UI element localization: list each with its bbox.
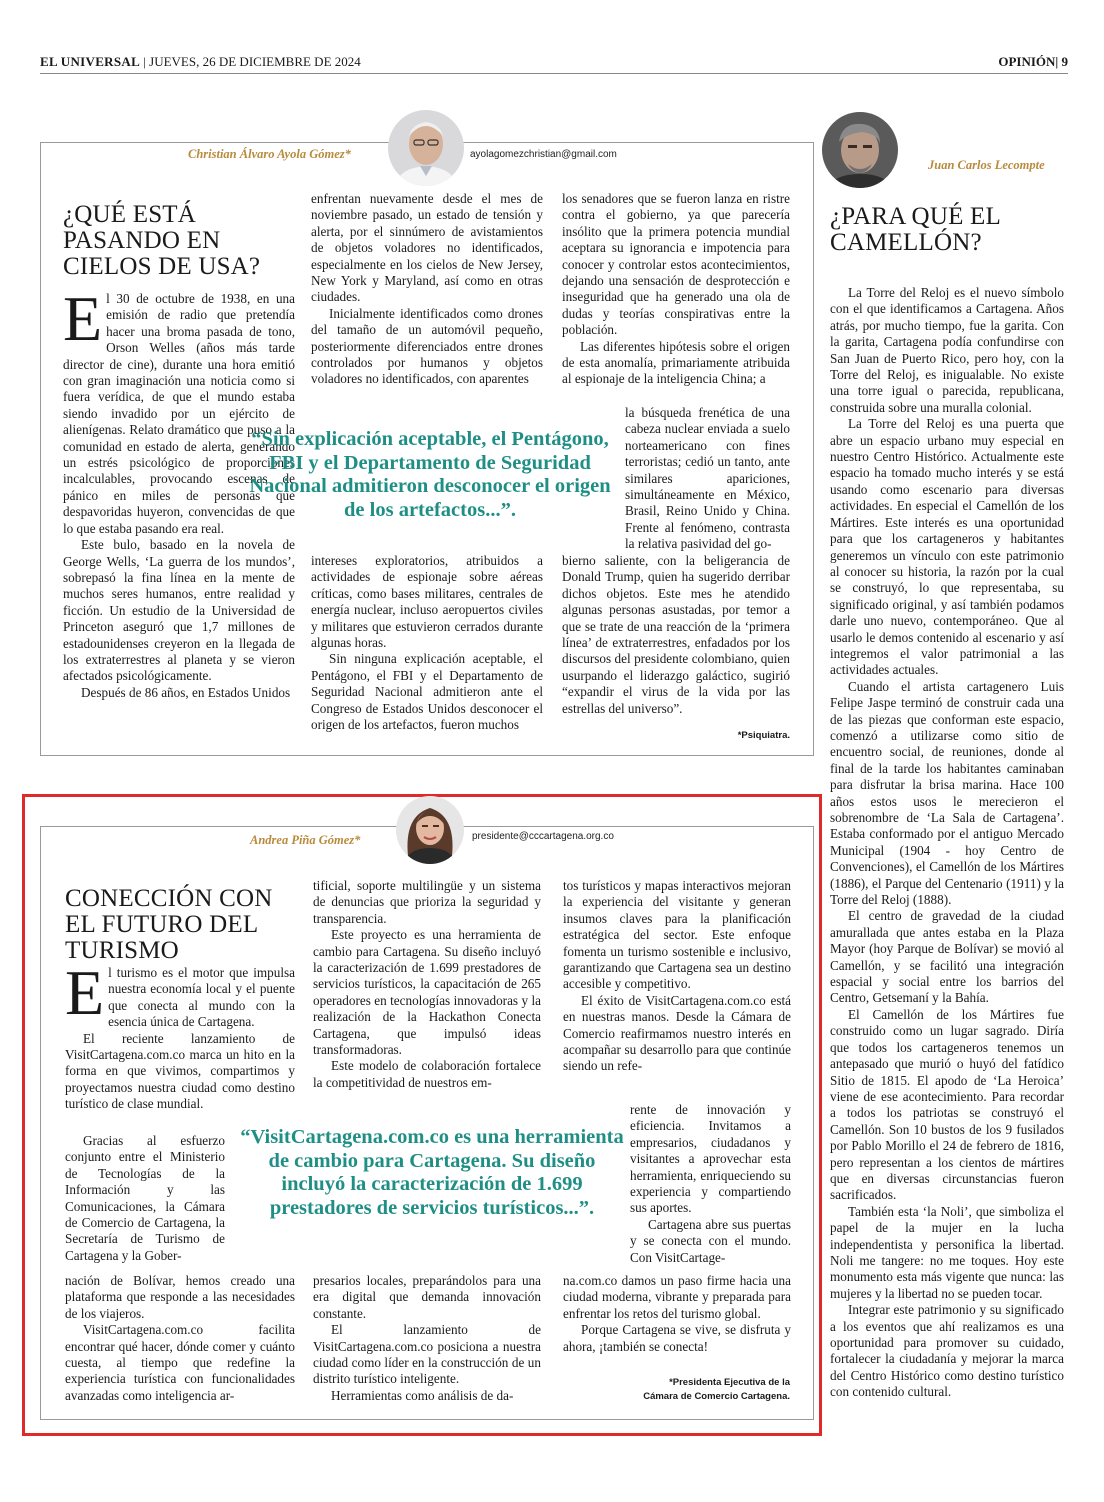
article-3-headline: CONECCIÓN CON EL FUTURO DEL TURISMO bbox=[65, 885, 273, 964]
paragraph: El lanzamiento de VisitCartagena.com.co posiciona a nuestra ciudad como líder en la construcción de un distrito turístico inteligente. bbox=[313, 1322, 541, 1387]
paragraph: Integrar este patrimonio y su significado a los eventos que ahí realizamos es una oportunidad para promover su cuidado, fortalecer la ciudadanía y mejorar la marca del Centro Histórico como destino turístico con contenido cultural. bbox=[830, 1302, 1064, 1400]
dropcap: E bbox=[63, 291, 103, 354]
paragraph: VisitCartagena.com.co facilita encontrar qué hacer, dónde comer y cuánto cuesta, al tiempo que redefine la experiencia turística con funcionalidades avanzadas como inteligencia ar- bbox=[65, 1322, 295, 1403]
paragraph: Después de 86 años, en Estados Unidos bbox=[81, 684, 291, 700]
article-1-column-3-bottom bbox=[562, 553, 790, 729]
paragraph: Este proyecto es una herramienta de cambio para Cartagena. Su diseño incluyó la caracterización de 1.699 prestadores de servicios turísticos, la capacitación de 265 operadores en tecnologías innovadoras y la realización de la Hackathon Conecta Cartagena, que impulsó ideas transformadoras. bbox=[313, 927, 541, 1058]
paragraph: enfrentan nuevamente desde el mes de noviembre pasado, un estado de tensión y alerta, por el sinnúmero de avistamientos de objetos voladores no identificados, especialmente en los cielos de New Jersey, New York y Maryland, así como en otras ciudades. bbox=[311, 191, 543, 305]
article-3-column-2-top bbox=[313, 878, 541, 1100]
footnote-line-1: *Presidenta Ejecutiva de la bbox=[669, 1377, 790, 1388]
avatar-author-3 bbox=[396, 796, 464, 864]
masthead bbox=[40, 52, 1068, 74]
footnote-line-2: Cámara de Comercio Cartagena. bbox=[643, 1391, 790, 1402]
paragraph: na.com.co damos un paso firme hacia una ciudad moderna, vibrante y preparada para enfrentar los retos del turismo global. bbox=[563, 1273, 791, 1321]
article-1-email[interactable]: ayolagomezchristian@gmail.com bbox=[470, 149, 617, 160]
paragraph: Las diferentes hipótesis sobre el origen de esta anomalía, primariamente atribuida al espionaje de la inteligencia China; a bbox=[562, 338, 790, 387]
paragraph: rente de innovación y eficiencia. Invitamos a empresarios, ciudadanos y visitantes a aprovechar esta herramienta, enriqueciendo su experiencia y compartiendo sus aportes. bbox=[630, 1102, 791, 1216]
paragraph: El reciente lanzamiento de VisitCartagena.com.co marca un hito en la forma en que vivimos, compartimos y proyectamos nuestra ciudad como destino turístico de clase mundial. bbox=[65, 1030, 295, 1112]
paragraph: Este modelo de colaboración fortalece la competitividad de nuestros em- bbox=[313, 1058, 541, 1090]
paper-name: EL UNIVERSAL bbox=[40, 54, 141, 69]
article-3-column-3-bottom bbox=[563, 1273, 791, 1375]
masthead-left: EL UNIVERSAL | JUEVES, 26 DE DICIEMBRE DE 2024 bbox=[40, 54, 361, 69]
paragraph: tos turísticos y mapas interactivos mejoran la experiencia del visitante y generan insumos claves para la planificación estratégica del sector. Este enfoque fomenta un turismo sostenible e inclusivo, garantizando que Cartagena sea un destino accesible y competitivo. bbox=[563, 878, 791, 992]
paragraph: También esta ‘la Noli’, que simboliza el papel de la mujer en la lucha independentista y personifica la libertad. Noli me tangere: no me toques. Hoy este monumento esta más vigente que nunca: las mujeres y la libertad no se pueden tocar. bbox=[830, 1203, 1064, 1301]
article-3-pullquote: “VisitCartagena.com.co es una herramienta de cambio para Cartagena. Su diseño incluyó la caracterización de 1.699 prestadores de servicios turísticos...”. bbox=[240, 1126, 624, 1219]
article-1-column-3-side bbox=[625, 405, 790, 553]
article-1-column-2-top bbox=[311, 191, 543, 423]
article-3-column-2-bottom bbox=[313, 1273, 541, 1413]
article-2-headline: ¿PARA QUÉ EL CAMELLÓN? bbox=[830, 203, 1001, 256]
issue-date: JUEVES, 26 DE DICIEMBRE DE 2024 bbox=[149, 54, 361, 69]
dropcap: E bbox=[65, 965, 105, 1028]
paragraph: los senadores que se fueron lanza en ristre contra el gobierno, ya que parecería insólito que la primera potencia mundial aceptara su ignorancia e impotencia para conocer y controlar estos acontecimientos, dejando una sensación de desprotección e inseguridad que ha generado una ola de dudas y teorías conspirativas entre la población. bbox=[562, 191, 790, 338]
article-1-pullquote: “Sin explicación aceptable, el Pentágono, FBI y el Departamento de Seguridad Nacional admitieron desconocer el origen de los artefactos...”. bbox=[249, 428, 611, 521]
paragraph: Herramientas como análisis de da- bbox=[331, 1387, 514, 1403]
avatar-author-2 bbox=[822, 112, 898, 188]
avatar-author-1 bbox=[388, 110, 464, 186]
article-3-column-1-top bbox=[65, 965, 295, 1133]
paragraph: El Camellón de los Mártires fue construido como un lugar sagrado. Diría que todos los cartageneros tenemos un antepasado que murió o huyó del fatídico Sitio de 1815. El apodo de ‘La Heroica’ viene de ese acontecimiento. Para recordar a todos los patriotas se construyó el Camellón. Son 10 bustos de los 9 fusilados por Pablo Morillo el 24 de febrero de 1816, pero representan a los cientos de mártires que en diversas circunstancias fueron sacrificados. bbox=[830, 1006, 1064, 1203]
paragraph: Sin ninguna explicación aceptable, el Pentágono, el FBI y el Departamento de Seguridad Nacional admitieron ante el Congreso de Estados Unidos desconocer el origen de los artefactos, fueron muchos bbox=[311, 651, 543, 733]
article-3-column-3-side bbox=[630, 1102, 791, 1274]
article-3-column-1-bottom bbox=[65, 1273, 295, 1413]
article-3-footnote bbox=[590, 1376, 790, 1404]
paragraph: intereses exploratorios, atribuidos a actividades de espionaje sobre aéreas críticas, como bases militares, centrales de energía nuclear, incluso aeropuertos civiles y militares que estuvieron cerrados durante algunas horas. bbox=[311, 553, 543, 651]
paragraph: Cartagena abre sus puertas y se conecta con el mundo. Con VisitCartage- bbox=[630, 1216, 791, 1265]
paragraph: El centro de gravedad de la ciudad amurallada que antes estaba en la Plaza Mayor (hoy Parque de Bolívar) se movió al Camellón, y se facilitó una integración espacial y social entre los barrios del Centro, Getsemaní y la Bahía. bbox=[830, 908, 1064, 1006]
article-1-author: Christian Álvaro Ayola Gómez* bbox=[188, 147, 351, 161]
paragraph: l turismo es el motor que impulsa nuestra economía local y el puente que conecta al mundo con la esencia única de Cartagena. bbox=[108, 965, 295, 1030]
paragraph: Gracias al esfuerzo conjunto entre el Ministerio de Tecnologías de la Información y las Comunicaciones, la Cámara de Comercio de Cartagena, la Secretaría de Turismo de Cartagena y la Gober- bbox=[65, 1133, 225, 1263]
article-3-author: Andrea Piña Gómez* bbox=[250, 833, 361, 847]
paragraph: tificial, soporte multilingüe y un sistema de denuncias que prioriza la seguridad y transparencia. bbox=[313, 878, 541, 926]
article-1-footnote: *Psiquiatra. bbox=[737, 730, 790, 741]
article-1-headline: ¿QUÉ ESTÁ PASANDO EN CIELOS DE USA? bbox=[63, 201, 261, 280]
section-page: OPINIÓN| 9 bbox=[998, 54, 1068, 69]
paragraph: l 30 de octubre de 1938, en una emisión de radio que pretendía hacer una broma pasada de tono, Orson Welles (años más tarde director de cine), durante una hora emitió con gran imaginación una noticia como si fuera verídica, de que el mundo estaba siendo invadido por un ejército de alienígenas. Relato dramático que puso a la comunidad en estado de alerta, generando un estrés psicológico de proporciones incalculables, provocando escenas de pánico en miles de personas que despavoridas huyeron, convencidas de que lo que estaba pasando era real. bbox=[63, 291, 295, 536]
article-2-author: Juan Carlos Lecompte bbox=[928, 158, 1045, 172]
paragraph: El éxito de VisitCartagena.com.co está en nuestras manos. Desde la Cámara de Comercio reafirmamos nuestro interés en acompañar su desarrollo para que continúe siendo un refe- bbox=[563, 992, 791, 1074]
article-3-column-3-top bbox=[563, 878, 791, 1102]
paragraph: Este bulo, basado en la novela de George Wells, ‘La guerra de los mundos’, sobrepasó la fina línea en la mente de muchos seres humanos, entre realidad y ficción. Un estudio de la Universidad de Princeton aseguró que 1,7 millones de estadounidenses creyeron en la llegada de los extraterrestres al planeta y se vieron afectados psicológicamente. bbox=[63, 537, 295, 684]
paragraph: bierno saliente, con la beligerancia de Donald Trump, quien ha sugerido derribar dichos objetos. Este mes he atendido algunas personas asustadas, por temor a que se trate de una reacción de la ‘primera línea’ de extraterrestres, enfadados por los discursos del presidente colombiano, quien usurpando el liderazgo galáctico, sugirió “expandir el virus de la vida por las estrellas del universo”. bbox=[562, 553, 790, 716]
article-1-column-3-top bbox=[562, 191, 790, 405]
paragraph: Inicialmente identificados como drones del tamaño de un automóvil pequeño, posteriormente diferenciados entre drones controlados por humanos y objetos voladores no identificados, con aparentes bbox=[311, 305, 543, 387]
paragraph: Cuando el artista cartagenero Luis Felipe Jaspe terminó de construir cada una de las piezas que conforman este espacio, comenzó a utilizarse como sitio de encuentro social, de reuniones, donde al final de la tarde los habitantes caminaban para disfrutar la brisa marina. Hace 100 años estos usos le merecieron el sobrenombre de ‘La Sala de Cartagena’. Estaba conformado por el antiguo Mercado Municipal (1904 - hoy Centro de Convenciones), el Camellón de los Mártires (1886), el Parque del Centenario (1911) y la Torre del Reloj (1888). bbox=[830, 678, 1064, 908]
article-2-column bbox=[830, 285, 1064, 1427]
paragraph: La Torre del Reloj es una puerta que abre un espacio urbano muy especial en nuestro Centro Histórico. Actualmente este espacio ha tomado mucho interés y se está usando como escenario para diversas actividades. En especial el Camellón de los Mártires. Este interés es una oportunidad para que los cartageneros y habitantes generemos un vínculo con este patrimonio al conocer su historia, la razón por la cual se construyó, lo que representaba, su significado original, y así también podamos darle uno nuevo, contemporáneo. Que al usarlo le demos contenido al escenario y así integremos el valor patrimonial a las actividades actuales. bbox=[830, 416, 1064, 678]
article-3-email[interactable]: presidente@cccartagena.org.co bbox=[472, 831, 614, 842]
paragraph: la búsqueda frenética de una cabeza nuclear enviada a suelo norteamericano con fines terroristas; cedió un tanto, ante similares apariciones, simultáneamente en México, Brasil, Reino Unido y China. Frente al fenómeno, contrasta la relativa pasividad del go- bbox=[625, 405, 790, 552]
paragraph: nación de Bolívar, hemos creado una plataforma que responde a las necesidades de los viajeros. bbox=[65, 1273, 295, 1321]
paragraph: presarios locales, preparándolos para una era digital que demanda innovación constante. bbox=[313, 1273, 541, 1321]
paragraph: La Torre del Reloj es el nuevo símbolo con el que identificamos a Cartagena. Años atrás, por mucho tiempo, fue la garita. Con la garita, Cartagena podía confundirse con San Juan de Puerto Rico, pero hoy, con la Torre del Reloj, es inigualable. No existe una torre igual o parecida, republicana, construida sobre una muralla colonial. bbox=[830, 285, 1064, 415]
paragraph: Porque Cartagena se vive, se disfruta y ahora, ¡también se conecta! bbox=[563, 1322, 791, 1354]
article-1-column-2-bottom bbox=[311, 553, 543, 747]
article-3-column-1-side bbox=[65, 1133, 225, 1273]
